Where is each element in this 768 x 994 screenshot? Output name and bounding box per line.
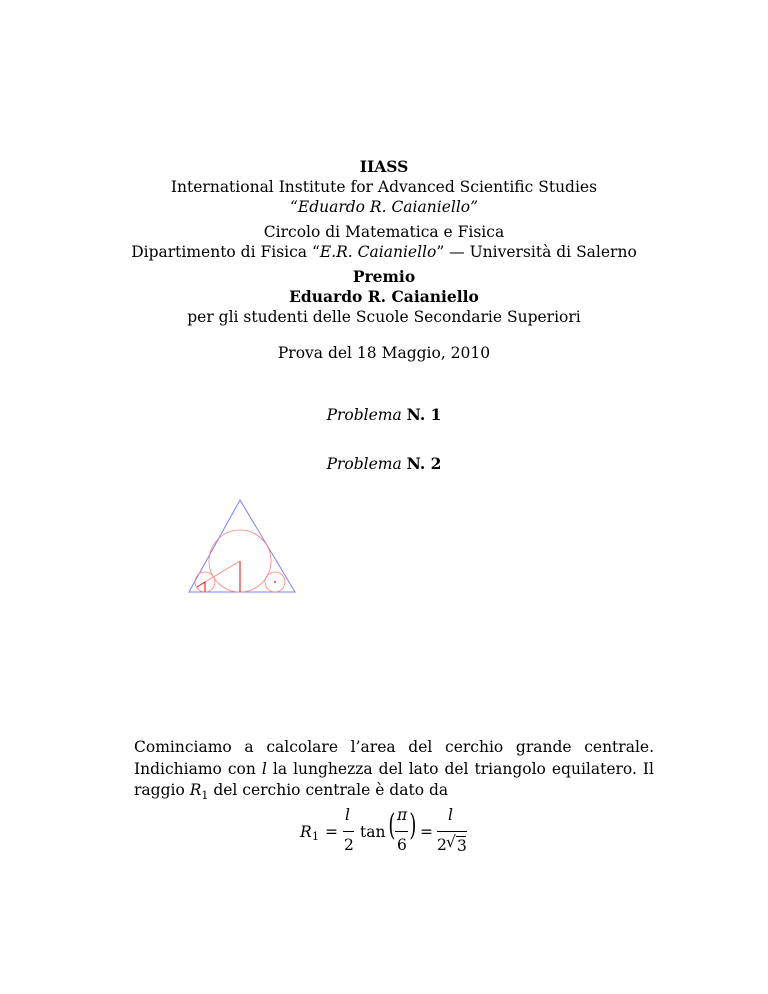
fraction-1-numerator: l xyxy=(345,806,350,824)
formula-equals-1: = xyxy=(325,823,338,841)
premio-title: Premio xyxy=(352,267,416,286)
circolo-name: Circolo di Matematica e Fisica xyxy=(263,223,505,241)
fraction-3-denominator-radicand: 3 xyxy=(457,837,467,855)
department-line xyxy=(0,242,768,262)
var-l: l xyxy=(261,759,267,778)
fraction-3-numerator: l xyxy=(448,806,453,824)
var-r-subscript: 1 xyxy=(201,789,209,803)
sqrt-sign: √ xyxy=(446,833,456,851)
paragraph-text-3: del cerchio centrale è dato da xyxy=(208,781,449,799)
institute-namesake: “Eduardo R. Caianiello” xyxy=(289,198,479,216)
header-title: IIASS xyxy=(359,157,409,176)
formula-equals-2: = xyxy=(420,823,433,841)
body-paragraph xyxy=(134,737,654,807)
exam-date: Prova del 18 Maggio, 2010 xyxy=(277,344,491,362)
paragraph-text-1: Cominciamo a calcolare l’area del cerchio grande centrale. Indichiamo con xyxy=(134,738,654,778)
department-suffix: ” — Università di Salerno xyxy=(436,243,637,261)
center-connector xyxy=(205,561,240,582)
geometry-figure xyxy=(185,498,300,596)
department-prefix: Dipartimento di Fisica “ xyxy=(131,243,320,261)
premio-subtitle: per gli studenti delle Scuole Secondarie Superiori xyxy=(187,308,581,326)
problem-2-word: Problema xyxy=(326,455,402,473)
right-center-dot xyxy=(274,581,276,583)
left-paren: ( xyxy=(388,808,396,843)
formula-lhs-subscript: 1 xyxy=(312,830,319,843)
fraction-2-numerator: π xyxy=(397,806,408,824)
problem-1-word: Problema xyxy=(326,406,402,424)
fraction-1-bar xyxy=(343,831,354,832)
radius-formula xyxy=(300,806,500,866)
var-r: R xyxy=(189,781,202,799)
department-name-italic: E.R. Caianiello xyxy=(319,243,437,261)
fraction-2-denominator: 6 xyxy=(397,836,407,854)
tan-function: tan xyxy=(360,823,386,841)
left-radius-diagonal xyxy=(197,582,205,587)
problem-2-number: N. 2 xyxy=(406,454,442,473)
problem-1-number: N. 1 xyxy=(406,405,442,424)
premio-name: Eduardo R. Caianiello xyxy=(289,287,479,306)
problem-1-heading xyxy=(0,405,768,425)
fraction-3-bar xyxy=(437,831,467,832)
fraction-1-denominator: 2 xyxy=(344,836,354,854)
problem-2-heading xyxy=(0,454,768,474)
equilateral-triangle xyxy=(189,500,295,592)
fraction-3-denominator-coefficient: 2 xyxy=(437,836,447,854)
right-paren: ) xyxy=(409,808,417,843)
fraction-2-bar xyxy=(395,831,408,832)
institute-name: International Institute for Advanced Scientific Studies xyxy=(170,178,598,196)
paragraph-text-2: la lunghezza del lato del triangolo equilatero. Il raggio xyxy=(134,759,654,799)
formula-lhs: R xyxy=(300,823,312,841)
